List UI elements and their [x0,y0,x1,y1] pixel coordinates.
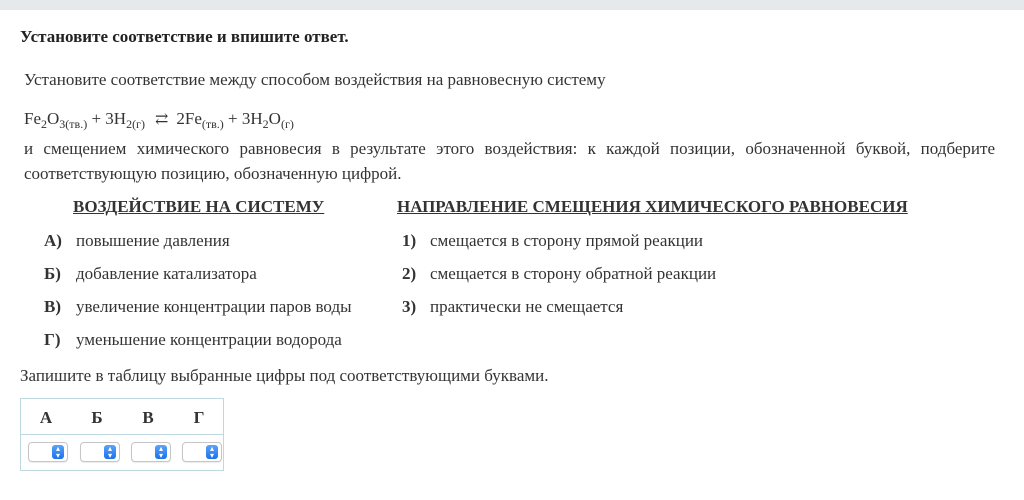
left-item-b: Б) добавление катализатора [44,264,257,283]
answer-header-g: Г [193,408,205,427]
answer-select-v[interactable] [131,442,171,462]
left-column-header: ВОЗДЕЙСТВИЕ НА СИСТЕМУ [73,197,325,216]
right-column-header: НАПРАВЛЕНИЕ СМЕЩЕНИЯ ХИМИЧЕСКОГО РАВНОВЕСИЯ [397,197,908,216]
equilibrium-arrows-icon: ⇄ [154,111,169,128]
answer-header-b: Б [91,408,103,427]
right-item-3: 3) практически не смещается [402,297,624,316]
reaction-equation: $Fe_2O_{3(тв.)} + 3H_{2(г)}$ ⇄ $2Fe_{(тв.)} + 3H_2O_{(г)}$ [24,109,294,131]
answer-header-a: А [39,408,53,427]
answer-cell-a [28,442,68,462]
top-bar [0,0,1024,10]
task-intro: Установите соответствие между способом воздействия на равновесную систему [24,70,606,89]
task-heading: Установите соответствие и впишите ответ. [20,27,349,46]
answer-select-g[interactable] [182,442,222,462]
left-item-v: В) увеличение концентрации паров воды [44,297,352,316]
right-item-2: 2) смещается в сторону обратной реакции [402,264,717,283]
answer-select-a[interactable] [28,442,68,462]
answer-table [20,398,224,471]
answer-instruction: Запишите в таблицу выбранные цифры под соответствующими буквами. [20,366,549,385]
answer-header-v: В [142,408,154,427]
answer-select-b[interactable] [80,442,120,462]
up-down-chevron-icon: ▴ ▾ [206,445,218,459]
up-down-chevron-icon: ▴ ▾ [104,445,116,459]
task-paragraph: и смещением химического равновесия в результате этого воздействия: к каждой позиции, обозначенной буквой, подберите соответствующую позицию, обозначенную цифрой. [24,139,995,183]
right-item-1: 1) смещается в сторону прямой реакции [402,231,704,250]
answer-cell-b [80,442,120,462]
up-down-chevron-icon: ▴ ▾ [52,445,64,459]
answer-cell-v [131,442,171,462]
left-item-g: Г) уменьшение концентрации водорода [44,330,342,349]
answer-cell-g [182,442,222,462]
answer-table-header-row [21,399,223,435]
left-item-a: А) повышение давления [44,231,230,250]
up-down-chevron-icon: ▴ ▾ [155,445,167,459]
